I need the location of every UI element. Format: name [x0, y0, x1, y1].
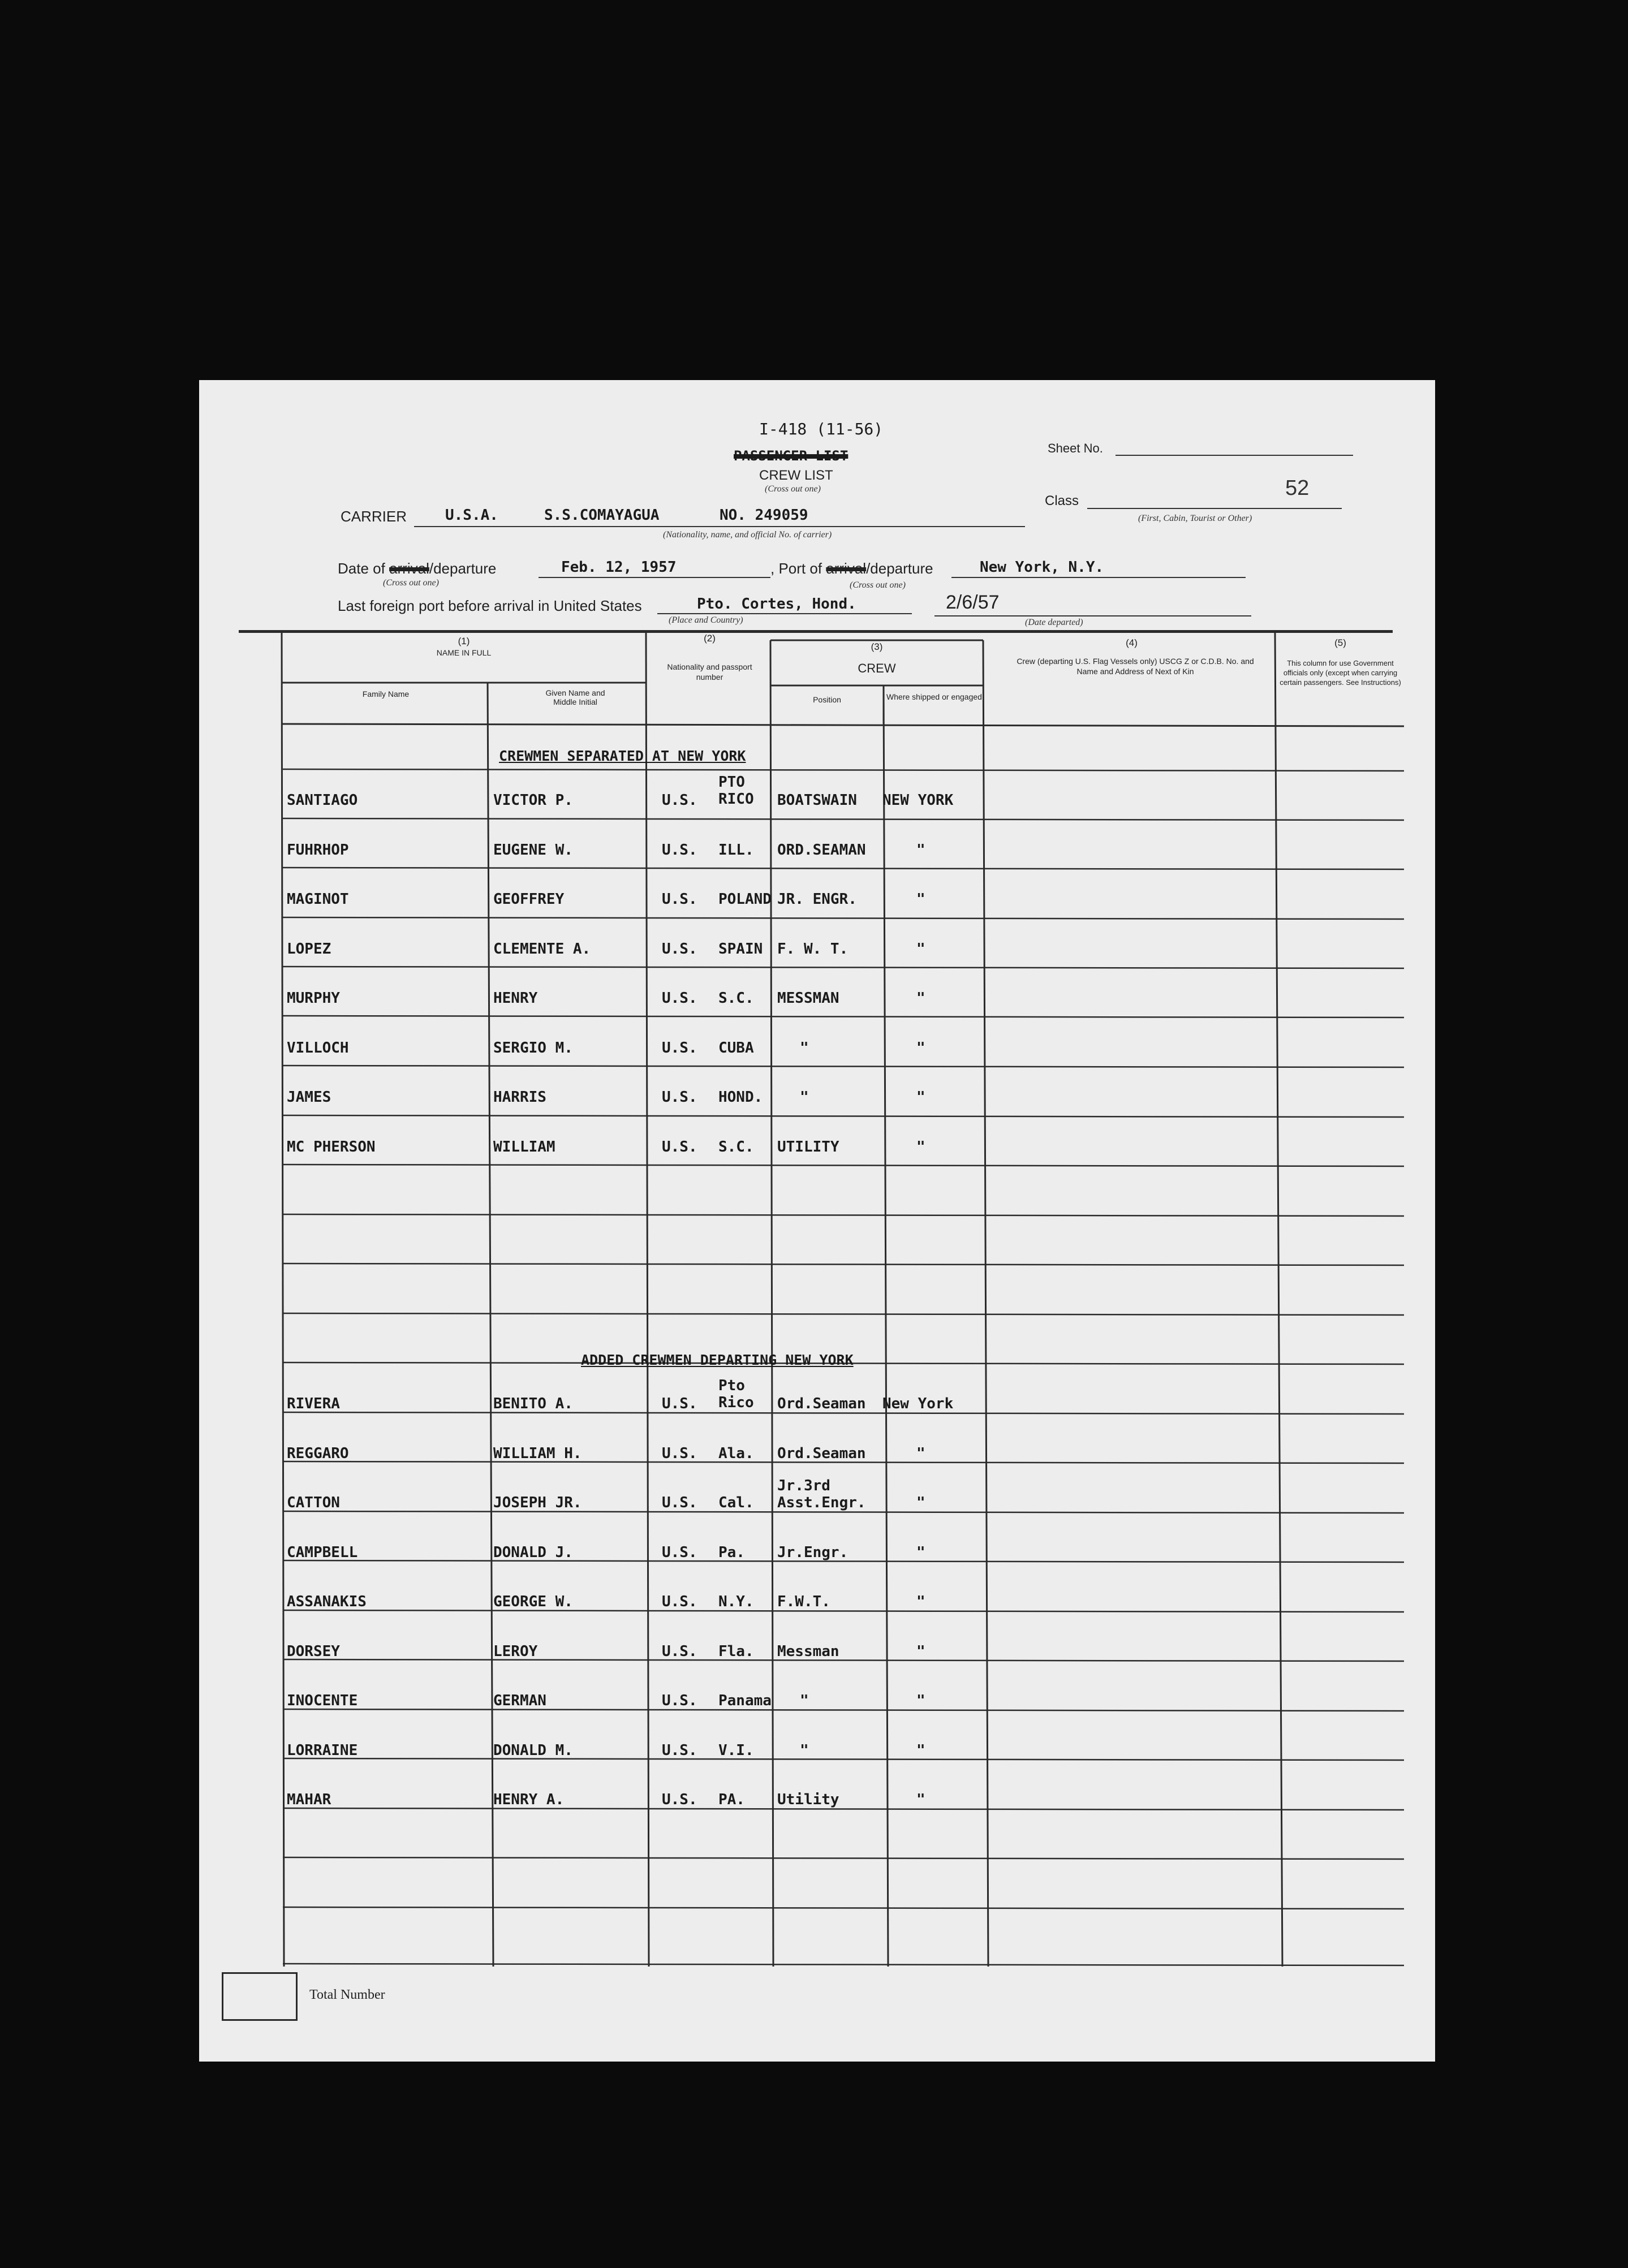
position-cell: Jr.3rd Asst.Engr.: [777, 1477, 866, 1511]
row-rule: [283, 1907, 1404, 1909]
row-rule: [283, 818, 1404, 820]
shipped-at-cell: ": [916, 990, 925, 1007]
passport-origin-cell: PTO RICO: [718, 774, 754, 808]
carrier-number: NO. 249059: [720, 507, 808, 524]
col4-header: Crew (departing U.S. Flag Vessels only) USCG Z or C.D.B. No. and Name and Address of Next of Kin: [1017, 657, 1254, 676]
port-value: New York, N.Y.: [980, 559, 1104, 576]
position-cell: F.W.T.: [777, 1593, 830, 1610]
passport-origin-cell: N.Y.: [718, 1593, 754, 1610]
shipped-at-cell: ": [916, 891, 925, 908]
table-grid: [199, 380, 1435, 2062]
family-name-cell: CAMPBELL: [287, 1543, 358, 1561]
nationality-cell: U.S.: [662, 891, 697, 908]
last-port-note: (Place and Country): [669, 615, 743, 625]
shipped-at-cell: ": [916, 1494, 925, 1511]
passport-origin-cell: Ala.: [718, 1445, 754, 1462]
nationality-cell: U.S.: [662, 1138, 697, 1155]
nationality-cell: U.S.: [662, 1791, 697, 1808]
row-rule: [283, 1165, 1404, 1166]
passport-origin-cell: Pto Rico: [718, 1377, 754, 1411]
date-note: (Cross out one): [383, 578, 439, 588]
position-cell: ": [800, 1692, 809, 1709]
given-name-cell: SERGIO M.: [493, 1039, 573, 1057]
passport-origin-cell: SPAIN: [718, 940, 763, 958]
given-name-cell: CLEMENTE A.: [493, 940, 591, 958]
nationality-cell: U.S.: [662, 1089, 697, 1106]
position-cell: F. W. T.: [777, 940, 849, 958]
carrier-label: CARRIER: [341, 508, 407, 525]
family-name-cell: MC PHERSON: [287, 1138, 376, 1155]
shipped-at-cell: ": [916, 1138, 925, 1155]
date-label: Date of arrival/departure: [338, 560, 497, 577]
section-separated-title: CREWMEN SEPARATED AT NEW YORK: [499, 748, 746, 764]
row-rule: [283, 1709, 1404, 1711]
carrier-note: (Nationality, name, and official No. of carrier): [663, 530, 832, 540]
row-rule: [283, 1610, 1404, 1612]
class-value: 52: [1285, 476, 1310, 500]
passport-origin-cell: V.I.: [718, 1741, 754, 1759]
last-port-label: Last foreign port before arrival in United States: [338, 597, 642, 614]
row-rule: [283, 1016, 1404, 1017]
row-rule: [283, 769, 1404, 771]
total-number-label: Total Number: [309, 1987, 385, 2002]
position-cell: Jr.Engr.: [777, 1543, 849, 1561]
shipped-at-cell: ": [916, 1741, 925, 1759]
position-cell: Messman: [777, 1642, 839, 1660]
given-name-cell: WILLIAM H.: [493, 1445, 582, 1462]
family-name-cell: MAHAR: [287, 1791, 331, 1808]
row-rule: [283, 1115, 1404, 1117]
nationality-cell: U.S.: [662, 1039, 697, 1057]
title-cross-note: (Cross out one): [765, 484, 821, 494]
col3-header: CREW: [858, 661, 896, 675]
carrier-name: S.S.COMAYAGUA: [544, 507, 660, 524]
family-name-cell: CATTON: [287, 1494, 340, 1511]
col3-num: (3): [871, 641, 883, 652]
col5-num: (5): [1334, 637, 1346, 648]
row-rule: [283, 1066, 1404, 1067]
family-name-cell: LOPEZ: [287, 940, 331, 958]
row-rule: [283, 1857, 1404, 1859]
date-value: Feb. 12, 1957: [561, 559, 677, 576]
position-cell: ": [800, 1741, 809, 1759]
last-port-value: Pto. Cortes, Hond.: [697, 596, 856, 613]
passport-origin-cell: Pa.: [718, 1543, 745, 1561]
nationality-cell: U.S.: [662, 1642, 697, 1660]
shipped-at-cell: ": [916, 1692, 925, 1709]
nationality-cell: U.S.: [662, 792, 697, 809]
shipped-at-cell: ": [916, 841, 925, 859]
family-name-cell: DORSEY: [287, 1642, 340, 1660]
row-rule: [283, 868, 1404, 869]
row-rule: [283, 1264, 1404, 1265]
form-number: I-418 (11-56): [759, 420, 884, 438]
passport-origin-cell: HOND.: [718, 1089, 763, 1106]
row-rule: [283, 1511, 1404, 1513]
family-name-cell: INOCENTE: [287, 1692, 358, 1709]
given-name-cell: EUGENE W.: [493, 841, 573, 859]
section-added-title: ADDED CREWMEN DEPARTING NEW YORK: [581, 1352, 854, 1368]
nationality-cell: U.S.: [662, 841, 697, 859]
family-name-cell: MAGINOT: [287, 891, 349, 908]
shipped-at-cell: ": [916, 940, 925, 958]
given-name-cell: BENITO A.: [493, 1395, 573, 1412]
nationality-cell: U.S.: [662, 940, 697, 958]
family-name-cell: FUHRHOP: [287, 841, 349, 859]
class-note: (First, Cabin, Tourist or Other): [1138, 514, 1252, 523]
col2-num: (2): [704, 633, 716, 644]
port-note: (Cross out one): [850, 580, 906, 590]
given-name-cell: DONALD M.: [493, 1741, 573, 1759]
col2-header: Nationality and passport number: [667, 662, 752, 682]
shipped-at-cell: ": [916, 1593, 925, 1610]
family-name-cell: LORRAINE: [287, 1741, 358, 1759]
family-name-cell: MURPHY: [287, 990, 340, 1007]
given-name-cell: GEORGE W.: [493, 1593, 573, 1610]
passport-origin-cell: Fla.: [718, 1642, 754, 1660]
given-name-cell: GERMAN: [493, 1692, 546, 1709]
col5-header: This column for use Government officials only (except when carrying certain passengers. See Instructions): [1280, 659, 1401, 687]
row-rule: [283, 1808, 1404, 1810]
row-rule: [283, 1313, 1404, 1315]
nationality-cell: U.S.: [662, 1593, 697, 1610]
shipped-at-cell: ": [916, 1791, 925, 1808]
position-cell: BOATSWAIN: [777, 792, 857, 809]
shipped-at-cell: ": [916, 1445, 925, 1462]
shipped-header: Where shipped or engaged: [886, 692, 982, 701]
family-name-cell: VILLOCH: [287, 1039, 349, 1057]
sheet-label: Sheet No.: [1048, 441, 1103, 455]
passport-origin-cell: S.C.: [718, 1138, 754, 1155]
position-cell: Ord.Seaman: [777, 1445, 866, 1462]
passport-origin-cell: Panama: [718, 1692, 772, 1709]
nationality-cell: U.S.: [662, 1692, 697, 1709]
passport-origin-cell: S.C.: [718, 990, 754, 1007]
nationality-cell: U.S.: [662, 1741, 697, 1759]
nationality-cell: U.S.: [662, 1543, 697, 1561]
class-label: Class: [1045, 493, 1079, 508]
shipped-at-cell: ": [916, 1089, 925, 1106]
row-rule: [283, 1412, 1404, 1414]
passport-origin-cell: PA.: [718, 1791, 745, 1808]
position-cell: UTILITY: [777, 1138, 839, 1155]
row-rule: [283, 967, 1404, 968]
position-header: Position: [813, 695, 841, 704]
given-name-cell: LEROY: [493, 1642, 538, 1660]
total-number-box: [222, 1972, 298, 2021]
position-cell: ": [800, 1089, 809, 1106]
form-title: CREW LIST: [759, 468, 833, 483]
family-name-cell: RIVERA: [287, 1395, 340, 1412]
nationality-cell: U.S.: [662, 1395, 697, 1412]
nationality-cell: U.S.: [662, 1494, 697, 1511]
shipped-at-cell: ": [916, 1543, 925, 1561]
family-name-cell: JAMES: [287, 1089, 331, 1106]
position-cell: JR. ENGR.: [777, 891, 857, 908]
row-rule: [283, 1659, 1404, 1661]
date-departed-note: (Date departed): [1025, 618, 1083, 627]
given-name-cell: JOSEPH JR.: [493, 1494, 582, 1511]
nationality-cell: U.S.: [662, 1445, 697, 1462]
row-rule: [283, 1964, 1404, 1965]
port-label: , Port of arrival/departure: [770, 560, 933, 577]
given-name-cell: VICTOR P.: [493, 792, 573, 809]
passport-origin-cell: CUBA: [718, 1039, 754, 1057]
family-name-cell: REGGARO: [287, 1445, 349, 1462]
family-name-cell: ASSANAKIS: [287, 1593, 367, 1610]
row-rule: [283, 1758, 1404, 1760]
row-rule: [283, 917, 1404, 919]
col4-num: (4): [1126, 637, 1138, 648]
position-cell: ORD.SEAMAN: [777, 841, 866, 859]
nationality-cell: U.S.: [662, 990, 697, 1007]
position-cell: MESSMAN: [777, 990, 839, 1007]
shipped-at-cell: ": [916, 1642, 925, 1660]
passport-origin-cell: POLAND: [718, 891, 772, 908]
shipped-at-cell: ": [916, 1039, 925, 1057]
row-rule: [283, 1214, 1404, 1216]
given-name-cell: HENRY A.: [493, 1791, 565, 1808]
position-cell: ": [800, 1039, 809, 1057]
crew-list-document: [199, 380, 1435, 2062]
given-name-cell: WILLIAM: [493, 1138, 555, 1155]
carrier-nationality: U.S.A.: [445, 507, 498, 524]
family-name-cell: SANTIAGO: [287, 792, 358, 809]
position-cell: Utility: [777, 1791, 839, 1808]
given-name-header: Given Name and Middle Initial: [545, 688, 605, 706]
col1-header: (1) NAME IN FULL: [436, 636, 492, 657]
date-departed-value: 2/6/57: [946, 592, 1000, 613]
position-cell: Ord.Seaman: [777, 1395, 866, 1412]
passport-origin-cell: ILL.: [718, 841, 754, 859]
given-name-cell: DONALD J.: [493, 1543, 573, 1561]
given-name-cell: HENRY: [493, 990, 538, 1007]
shipped-at-cell: New York: [882, 1395, 954, 1412]
given-name-cell: GEOFFREY: [493, 891, 565, 908]
family-name-header: Family Name: [362, 689, 410, 698]
shipped-at-cell: NEW YORK: [882, 792, 954, 809]
passport-origin-cell: Cal.: [718, 1494, 754, 1511]
struck-title: PASSENGER LIST: [734, 448, 849, 464]
given-name-cell: HARRIS: [493, 1089, 546, 1106]
